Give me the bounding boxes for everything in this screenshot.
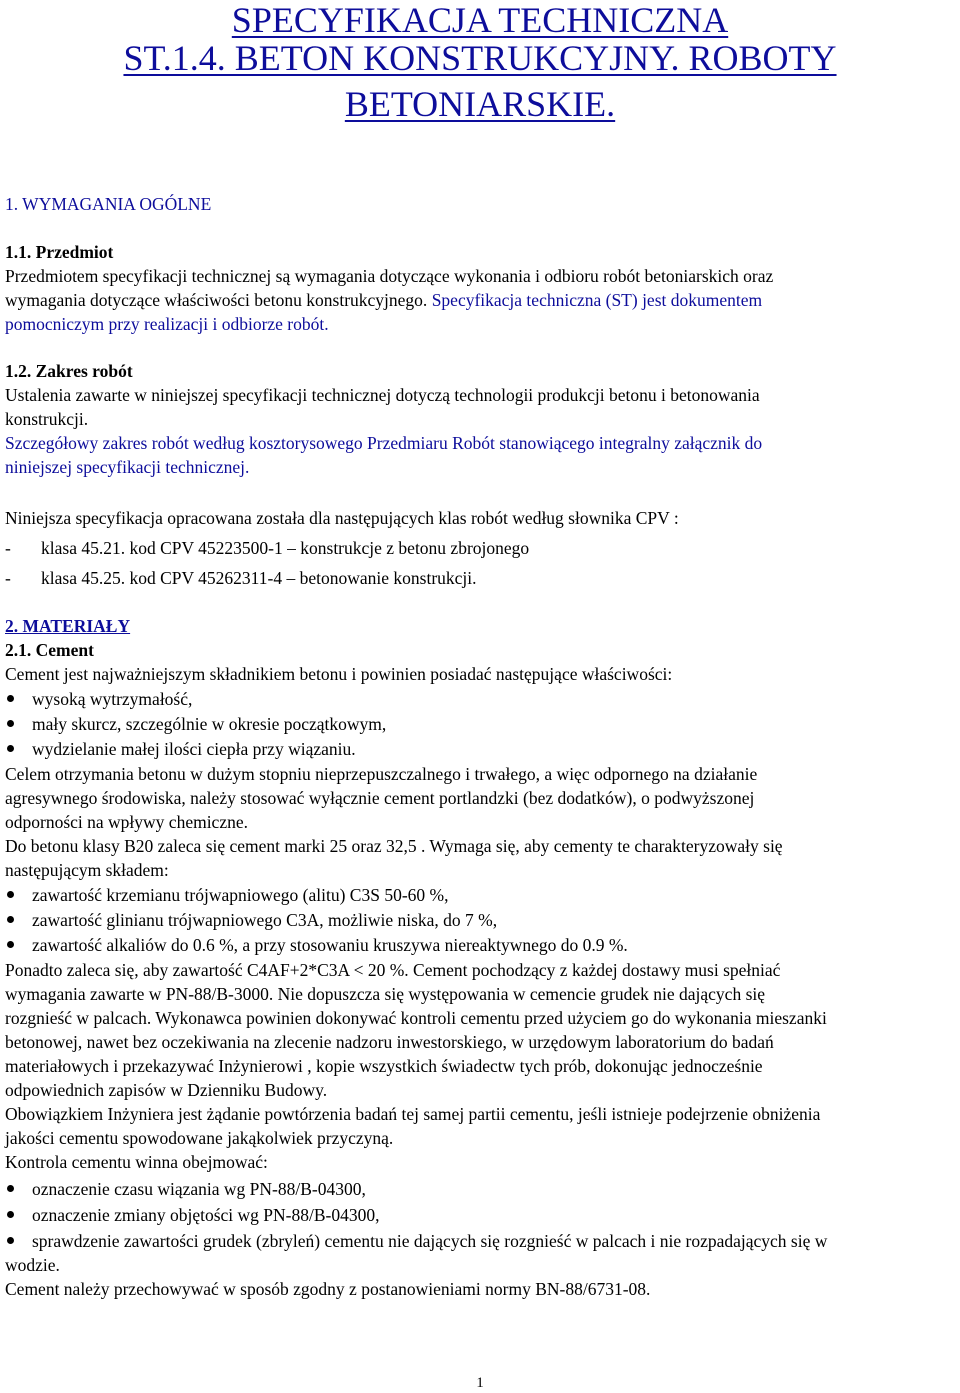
section-2-heading: 2. MATERIAŁY bbox=[5, 616, 131, 636]
paragraph-line: konstrukcji. bbox=[5, 409, 89, 429]
paragraph-line: Cement jest najważniejszym składnikiem betonu i powinien posiadać następujące właściwości: bbox=[5, 664, 673, 684]
bullet-item: zawartość krzemianu trójwapniowego (alitu) C3S 50-60 %, bbox=[5, 883, 448, 907]
doc-title-line-3: BETONIARSKIE. bbox=[344, 84, 616, 124]
paragraph-line: Kontrola cementu winna obejmować: bbox=[5, 1152, 268, 1172]
bullet-dot-icon bbox=[7, 720, 14, 727]
bullet-item: zawartość alkaliów do 0.6 %, a przy stosowaniu kruszywa niereaktywnego do 0.9 %. bbox=[5, 933, 628, 957]
paragraph-line: materiałowych i przekazywać Inżynierowi , kopie wszystkich świadectw tych prób, dokonując jednocześnie bbox=[5, 1056, 763, 1076]
section-2-1-heading: 2.1. Cement bbox=[5, 640, 94, 660]
paragraph-line: następującym składem: bbox=[5, 860, 169, 880]
paragraph-line: wymagania zawarte w PN-88/B-3000. Nie dopuszcza się występowania w cemencie grudek nie dających się bbox=[5, 984, 766, 1004]
bullet-dot-icon bbox=[7, 695, 14, 702]
paragraph-line: Szczegółowy zakres robót według kosztorysowego Przedmiaru Robót stanowiącego integralny załącznik do bbox=[5, 433, 763, 453]
section-1-1-heading: 1.1. Przedmiot bbox=[5, 242, 114, 262]
paragraph-line: Do betonu klasy B20 zaleca się cement marki 25 oraz 32,5 . Wymaga się, aby cementy te charakteryzowały się bbox=[5, 836, 783, 856]
paragraph-line: Celem otrzymania betonu w dużym stopniu nieprzepuszczalnego i trwałego, a więc odpornego na działanie bbox=[5, 764, 758, 784]
bullet-dot-icon bbox=[7, 941, 14, 948]
bullet-dot-icon bbox=[7, 745, 14, 752]
paragraph-line: Niniejsza specyfikacja opracowana została dla następujących klas robót według słownika CPV : bbox=[5, 508, 679, 528]
paragraph-line: wymagania dotyczące właściwości betonu konstrukcyjnego. Specyfikacja techniczna (ST) jest dokumentem bbox=[5, 290, 763, 310]
paragraph-line: agresywnego środowiska, należy stosować wyłącznie cement portlandzki (bez dodatków), o podwyższonej bbox=[5, 788, 755, 808]
section-1-heading: 1. WYMAGANIA OGÓLNE bbox=[5, 194, 212, 214]
doc-title-line-2: ST.1.4. BETON KONSTRUKCYJNY. ROBOTY bbox=[123, 38, 837, 78]
paragraph-line: betonowej, nawet bez oczekiwania na zlecenie nadzoru inwestorskiego, w urzędowym laboratorium do badań bbox=[5, 1032, 774, 1052]
paragraph-line: odporności na wpływy chemiczne. bbox=[5, 812, 248, 832]
doc-title-line-1: SPECYFIKACJA TECHNICZNA bbox=[231, 0, 729, 40]
paragraph-line: Obowiązkiem Inżyniera jest żądanie powtórzenia badań tej samej partii cementu, jeśli istnieje podejrzenie obniżenia bbox=[5, 1104, 821, 1124]
paragraph-line: odpowiednich zapisów w Dzienniku Budowy. bbox=[5, 1080, 328, 1100]
paragraph-line: jakości cementu spowodowane jakąkolwiek przyczyną. bbox=[5, 1128, 394, 1148]
bullet-item: sprawdzenie zawartości grudek (zbryleń) cementu nie dających się rozgnieść w palcach i nie rozpadających się w bbox=[5, 1229, 827, 1253]
section-1-2-heading: 1.2. Zakres robót bbox=[5, 361, 133, 381]
bullet-item: oznaczenie zmiany objętości wg PN-88/B-04300, bbox=[5, 1203, 379, 1227]
paragraph-line: rozgnieść w palcach. Wykonawca powinien dokonywać kontroli cementu przed użyciem go do wykonania mieszanki bbox=[5, 1008, 827, 1028]
paragraph-line: Przedmiotem specyfikacji technicznej są wymagania dotyczące wykonania i odbioru robót betoniarskich oraz bbox=[5, 266, 774, 286]
bullet-dot-icon bbox=[7, 1185, 14, 1192]
bullet-item: oznaczenie czasu wiązania wg PN-88/B-04300, bbox=[5, 1177, 366, 1201]
paragraph-line: niniejszej specyfikacji technicznej. bbox=[5, 457, 250, 477]
bullet-dot-icon bbox=[7, 1237, 14, 1244]
bullet-item: wysoką wytrzymałość, bbox=[5, 687, 192, 711]
bullet-dot-icon bbox=[7, 916, 14, 923]
paragraph-line: pomocniczym przy realizacji i odbiorze robót. bbox=[5, 314, 329, 334]
paragraph-line: Ustalenia zawarte w niniejszej specyfikacji technicznej dotyczą technologii produkcji betonu i betonowania bbox=[5, 385, 760, 405]
bullet-dot-icon bbox=[7, 1211, 14, 1218]
dash-list-item: - klasa 45.25. kod CPV 45262311-4 – betonowanie konstrukcji. bbox=[5, 568, 477, 588]
paragraph-line: wodzie. bbox=[5, 1255, 60, 1275]
dash-list-item: - klasa 45.21. kod CPV 45223500-1 – konstrukcje z betonu zbrojonego bbox=[5, 538, 530, 558]
paragraph-line: Ponadto zaleca się, aby zawartość C4AF+2*C3A < 20 %. Cement pochodzący z każdej dostawy musi spełniać bbox=[5, 960, 781, 980]
bullet-item: wydzielanie małej ilości ciepła przy wiązaniu. bbox=[5, 737, 356, 761]
bullet-dot-icon bbox=[7, 891, 14, 898]
paragraph-line: Cement należy przechowywać w sposób zgodny z postanowieniami normy BN-88/6731-08. bbox=[5, 1279, 651, 1299]
bullet-item: zawartość glinianu trójwapniowego C3A, możliwie niska, do 7 %, bbox=[5, 908, 497, 932]
bullet-item: mały skurcz, szczególnie w okresie początkowym, bbox=[5, 712, 386, 736]
page-number: 1 bbox=[476, 1375, 484, 1391]
